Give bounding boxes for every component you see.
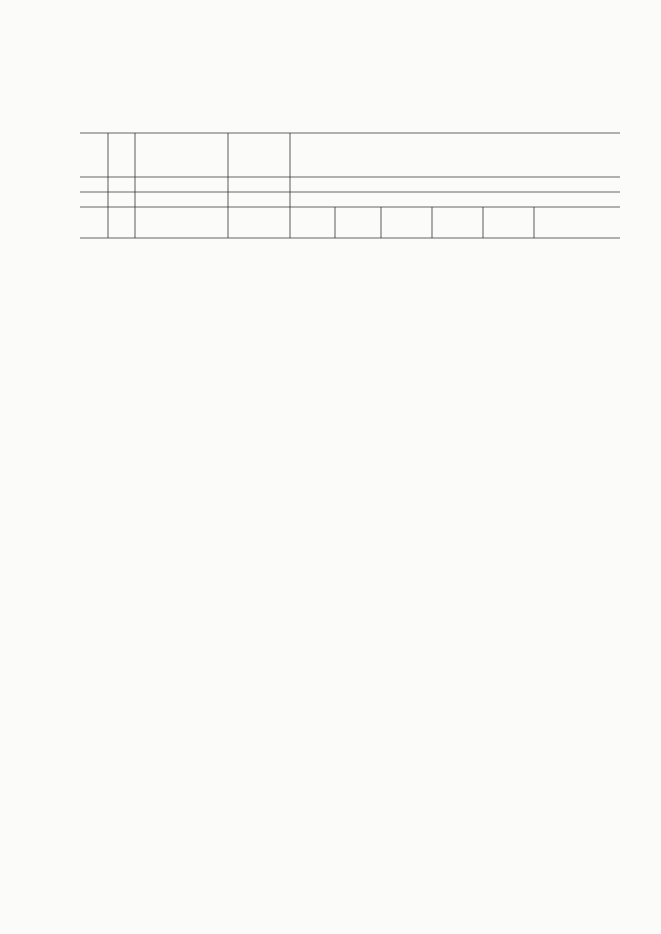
header-drawing-number	[114, 137, 130, 175]
page-header	[63, 84, 73, 100]
header-attribute-number	[86, 137, 102, 175]
